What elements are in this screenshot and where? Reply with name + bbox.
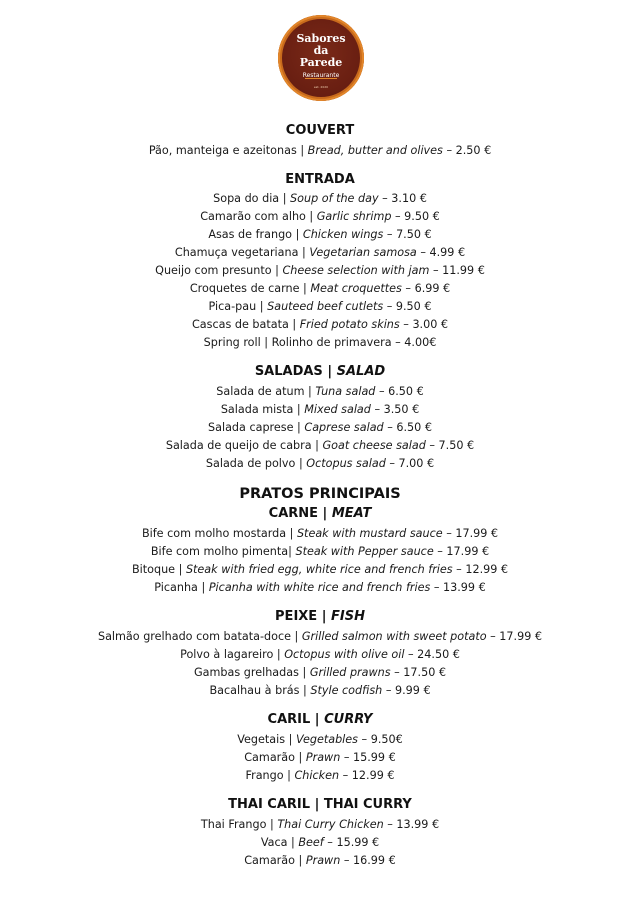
item-en: Octopus with olive oil [284,648,405,661]
menu-item [0,246,640,259]
section-title-peixe [0,609,640,624]
item-pt: Camarão | [244,854,306,867]
item-pt: Gambas grelhadas | [193,666,310,679]
item-en: Chicken wings [302,228,384,241]
item-pt: Chamuça vegetariana | [174,246,310,259]
menu-item [0,684,640,697]
item-en: Grilled prawns [309,666,391,679]
section-title-entrada: ENTRADA [285,172,355,187]
item-price: – 17.99 € [486,630,543,643]
item-en: Tuna salad [315,385,376,398]
item-price: – 4.00€ [391,336,437,349]
item-en: Garlic shrimp [316,210,392,223]
item-pt: Pão, manteiga e azeitonas | [148,144,308,157]
item-pt: Salada de queijo de cabra | [165,439,323,452]
item-pt: Bife com molho pimenta| [150,545,296,558]
item-price: – 12.99 € [452,563,509,576]
item-price: – 13.99 € [430,581,486,594]
menu-item [0,648,640,661]
item-pt: Camarão | [244,751,306,764]
item-en: Thai Curry Chicken [277,818,384,831]
item-pt: Bitoque | [131,563,186,576]
item-pt: Camarão com alho | [200,210,317,223]
item-price: – 15.99 € [340,751,396,764]
item-en: Picanha with white rice and french fries [208,581,431,594]
item-pt: Salada caprese | [208,421,305,434]
item-price: – 6.50 € [383,421,432,434]
item-price: – 17.99 € [442,527,499,540]
item-pt: Sopa do dia | [213,192,291,205]
menu-item [0,545,640,558]
menu-item [0,282,640,295]
item-price: – 3.10 € [378,192,427,205]
item-price: – 16.99 € [340,854,396,867]
item-pt: Bife com molho mostarda | [141,527,297,540]
item-en: Prawn [305,854,341,867]
section-title-caril [0,712,640,727]
item-pt: Thai Frango | [200,818,278,831]
menu-item [0,403,640,416]
item-price: – 2.50 € [442,144,492,157]
item-price: – 24.50 € [404,648,460,661]
menu-item [0,581,640,594]
menu-item [0,385,640,398]
item-price: – 15.99 € [323,836,380,849]
title-pt: SALADAS | [254,364,337,379]
item-pt: Cascas de batata | [191,318,300,331]
section-title-thai-curry: THAI CARIL | THAI CURRY [228,797,412,812]
item-pt: Bacalhau à brás | [209,684,311,697]
item-price: – 9.50€ [358,733,403,746]
title-pt: CARNE | [268,506,332,521]
menu-item [0,563,640,576]
item-en: Grilled salmon with sweet potato [301,630,487,643]
logo-tagline: est. 2020 [313,85,329,89]
menu-item [0,751,640,764]
item-price: – 3.50 € [370,403,420,416]
section-title-pratos-principais: PRATOS PRINCIPAIS [239,486,401,502]
section-title-carne [0,506,640,521]
item-price: – 6.50 € [375,385,424,398]
item-pt: Frango | [245,769,295,782]
item-pt: Salada de polvo | [205,457,307,470]
section-title-saladas [0,364,640,379]
logo-subtitle: Restaurante [302,72,340,79]
item-price: – 7.50 € [425,439,475,452]
item-price: – 11.99 € [429,264,485,277]
item-pt: Croquetes de carne | [189,282,311,295]
item-pt: Salmão grelhado com batata-doce | [97,630,302,643]
item-en: Vegetarian samosa [309,246,417,259]
item-en: Steak with fried egg, white rice and french fries [185,563,453,576]
logo-line2: da [313,44,329,57]
item-en: Cheese selection with jam [282,264,430,277]
item-en: Style codfish [310,684,383,697]
menu-item [0,439,640,452]
item-pt: Spring roll | Rolinho de primavera [203,336,392,349]
item-en: Soup of the day [290,192,379,205]
item-en: Vegetables [295,733,358,746]
logo-line1: Sabores [296,32,346,45]
item-en: Meat croquettes [310,282,402,295]
title-en: FISH [330,609,365,624]
item-en: Caprese salad [304,421,384,434]
item-en: Chicken [294,769,340,782]
item-price: – 9.50 € [383,300,432,313]
item-en: Beef [298,836,324,849]
logo-badge [278,15,364,101]
title-en: MEAT [331,506,372,521]
item-pt: Vaca | [260,836,299,849]
menu-item [0,527,640,540]
item-price: – 12.99 € [339,769,395,782]
item-price: – 17.50 € [390,666,446,679]
menu-item [0,457,640,470]
item-pt: Salada mista | [220,403,305,416]
menu-item [0,836,640,849]
item-price: – 9.50 € [391,210,440,223]
logo-line3: Parede [299,56,343,69]
section-title-couvert: COUVERT [285,123,355,138]
item-en: Sauteed beef cutlets [267,300,384,313]
item-en: Octopus salad [306,457,386,470]
item-price: – 7.00 € [385,457,435,470]
item-price: – 7.50 € [383,228,432,241]
item-pt: Pica-pau | [208,300,268,313]
item-en: Steak with Pepper sauce [295,545,434,558]
item-pt: Polvo à lagareiro | [180,648,285,661]
item-pt: Vegetais | [237,733,296,746]
title-en: SALAD [336,364,386,379]
restaurant-logo [278,15,364,101]
menu-item [0,733,640,746]
menu-item [0,264,640,277]
item-price: – 4.99 € [416,246,466,259]
menu-item [0,630,640,643]
item-pt: Asas de frango | [208,228,303,241]
item-pt: Queijo com presunto | [155,264,283,277]
menu-item [0,421,640,434]
menu-item [0,318,640,331]
item-price: – 17.99 € [433,545,490,558]
item-en: Mixed salad [304,403,371,416]
title-pt: PEIXE | [275,609,331,624]
item-price: – 3.00 € [399,318,449,331]
item-pt: Picanha | [154,581,209,594]
menu-item [0,666,640,679]
item-en: Steak with mustard sauce [296,527,443,540]
menu-item [0,769,640,782]
menu-item [0,144,640,157]
item-en: Prawn [305,751,341,764]
menu-item [0,818,640,831]
item-pt: Salada de atum | [216,385,316,398]
menu-item [0,210,640,223]
menu-item [0,300,640,313]
menu-item [0,228,640,241]
menu-item [0,854,640,867]
menu-item [0,336,640,349]
item-price: – 9.99 € [382,684,431,697]
title-en: CURRY [324,712,373,727]
menu-item [0,192,640,205]
item-price: – 13.99 € [383,818,440,831]
item-price: – 6.99 € [401,282,451,295]
item-en: Goat cheese salad [322,439,426,452]
title-pt: CARIL | [267,712,325,727]
item-en: Bread, butter and olives [307,144,443,157]
item-en: Fried potato skins [299,318,400,331]
